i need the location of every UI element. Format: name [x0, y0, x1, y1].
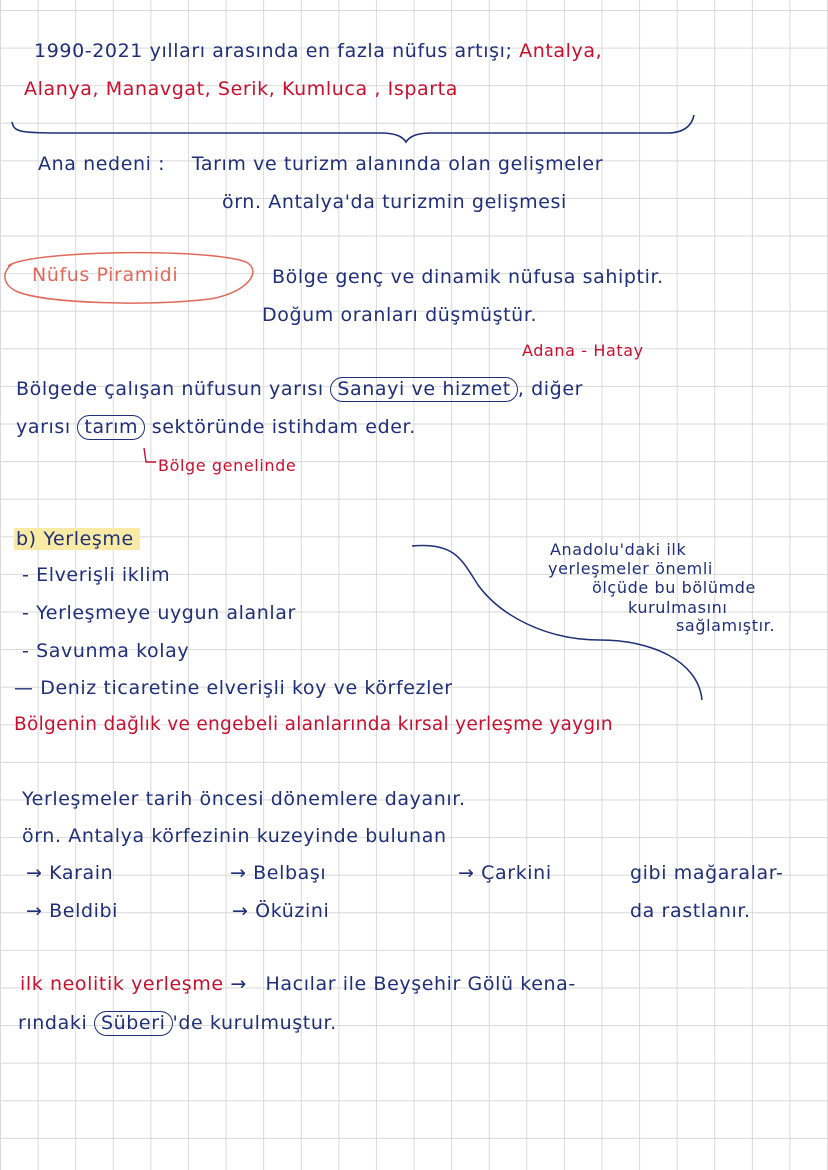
- ana-nedeni-row: [38, 155, 603, 174]
- cave-karain: Karain: [49, 862, 114, 884]
- pyramid-line2: Doğum oranları düşmüştür.: [262, 304, 538, 326]
- list-item: — Deniz ticaretine elverişli koy ve körfezler: [14, 677, 453, 699]
- line1-red: Antalya,: [519, 40, 603, 62]
- bolge-genelinde: Bölge genelinde: [158, 456, 297, 475]
- neolithic-blue: Hacılar ile Beyşehir Gölü kena-: [265, 973, 576, 995]
- ana-example: örn. Antalya'da turizmin gelişmesi: [222, 191, 567, 213]
- cave-item: → Beldibi: [26, 900, 119, 922]
- side-note-line: yerleşmeler önemli: [548, 559, 713, 578]
- ana-text: Tarım ve turizm alanında olan gelişmeler: [191, 153, 604, 175]
- side-note-line: Anadolu'daki ilk: [550, 540, 687, 559]
- cave-item: → Öküzini: [232, 900, 330, 922]
- cave-item: → Belbaşı: [230, 862, 327, 884]
- cave-belbasi: Belbaşı: [253, 862, 327, 884]
- neolithic2-post: 'de kurulmuştur.: [172, 1012, 337, 1034]
- side-note-line: ölçüde bu bölümde: [592, 578, 756, 597]
- prehist-line1: Yerleşmeler tarih öncesi dönemlere dayanır.: [22, 788, 466, 810]
- neolithic-line2: [18, 1014, 337, 1033]
- work-line2: [16, 418, 416, 437]
- caves-tail1: gibi mağaralar-: [630, 862, 784, 884]
- cave-item: → Çarkini: [458, 862, 552, 884]
- list-item: - Elverişli iklim: [22, 564, 171, 586]
- cave-okuzini: Öküzini: [255, 900, 330, 922]
- work-line1: [16, 380, 583, 399]
- neolithic-circle-suberi: Süberi: [94, 1011, 173, 1036]
- line1: [34, 42, 602, 61]
- work2-pre: yarısı: [16, 416, 71, 438]
- list-item: - Yerleşmeye uygun alanlar: [22, 602, 296, 624]
- work-pre: Bölgede çalışan nüfusun yarısı: [16, 378, 324, 400]
- cave-item: → Karain: [26, 862, 114, 884]
- work-circle-tarim: tarım: [77, 415, 145, 440]
- line1-blue: 1990-2021 yılları arasında en fazla nüfus artışı;: [34, 40, 513, 62]
- prehist-line2: örn. Antalya körfezinin kuzeyinde bulunan: [22, 825, 447, 847]
- annotation-adana: Adana - Hatay: [522, 341, 644, 360]
- neolithic-line1: [20, 975, 576, 994]
- pyramid-label: Nüfus Piramidi: [32, 264, 179, 286]
- arrow-icon: →: [230, 973, 247, 995]
- caves-tail2: da rastlanır.: [630, 900, 751, 922]
- pyramid-line1: Bölge genç ve dinamik nüfusa sahiptir.: [272, 266, 664, 288]
- section-b-heading: [14, 530, 140, 549]
- cave-carkini: Çarkini: [481, 862, 552, 884]
- side-note-line: sağlamıştır.: [676, 616, 776, 635]
- ana-label: Ana nedeni :: [38, 153, 166, 175]
- list-item: - Savunma kolay: [22, 640, 190, 662]
- neolithic2-pre: rındaki: [18, 1012, 88, 1034]
- neolithic-red: ilk neolitik yerleşme: [20, 973, 224, 995]
- work2-post: sektöründe istihdam eder.: [151, 416, 416, 438]
- hook-arrow: [144, 448, 156, 462]
- side-note-line: kurulmasını: [628, 598, 728, 617]
- section-b: b) Yerleşme: [14, 528, 140, 550]
- cave-beldibi: Beldibi: [49, 900, 119, 922]
- line2: Alanya, Manavgat, Serik, Kumluca , Isparta: [24, 78, 458, 100]
- brace-stroke: [12, 115, 694, 142]
- rural-line: Bölgenin dağlık ve engebeli alanlarında kırsal yerleşme yaygın: [14, 714, 613, 735]
- work-circle-sanayi: Sanayi ve hizmet: [330, 377, 517, 402]
- work-post: , diğer: [517, 378, 584, 400]
